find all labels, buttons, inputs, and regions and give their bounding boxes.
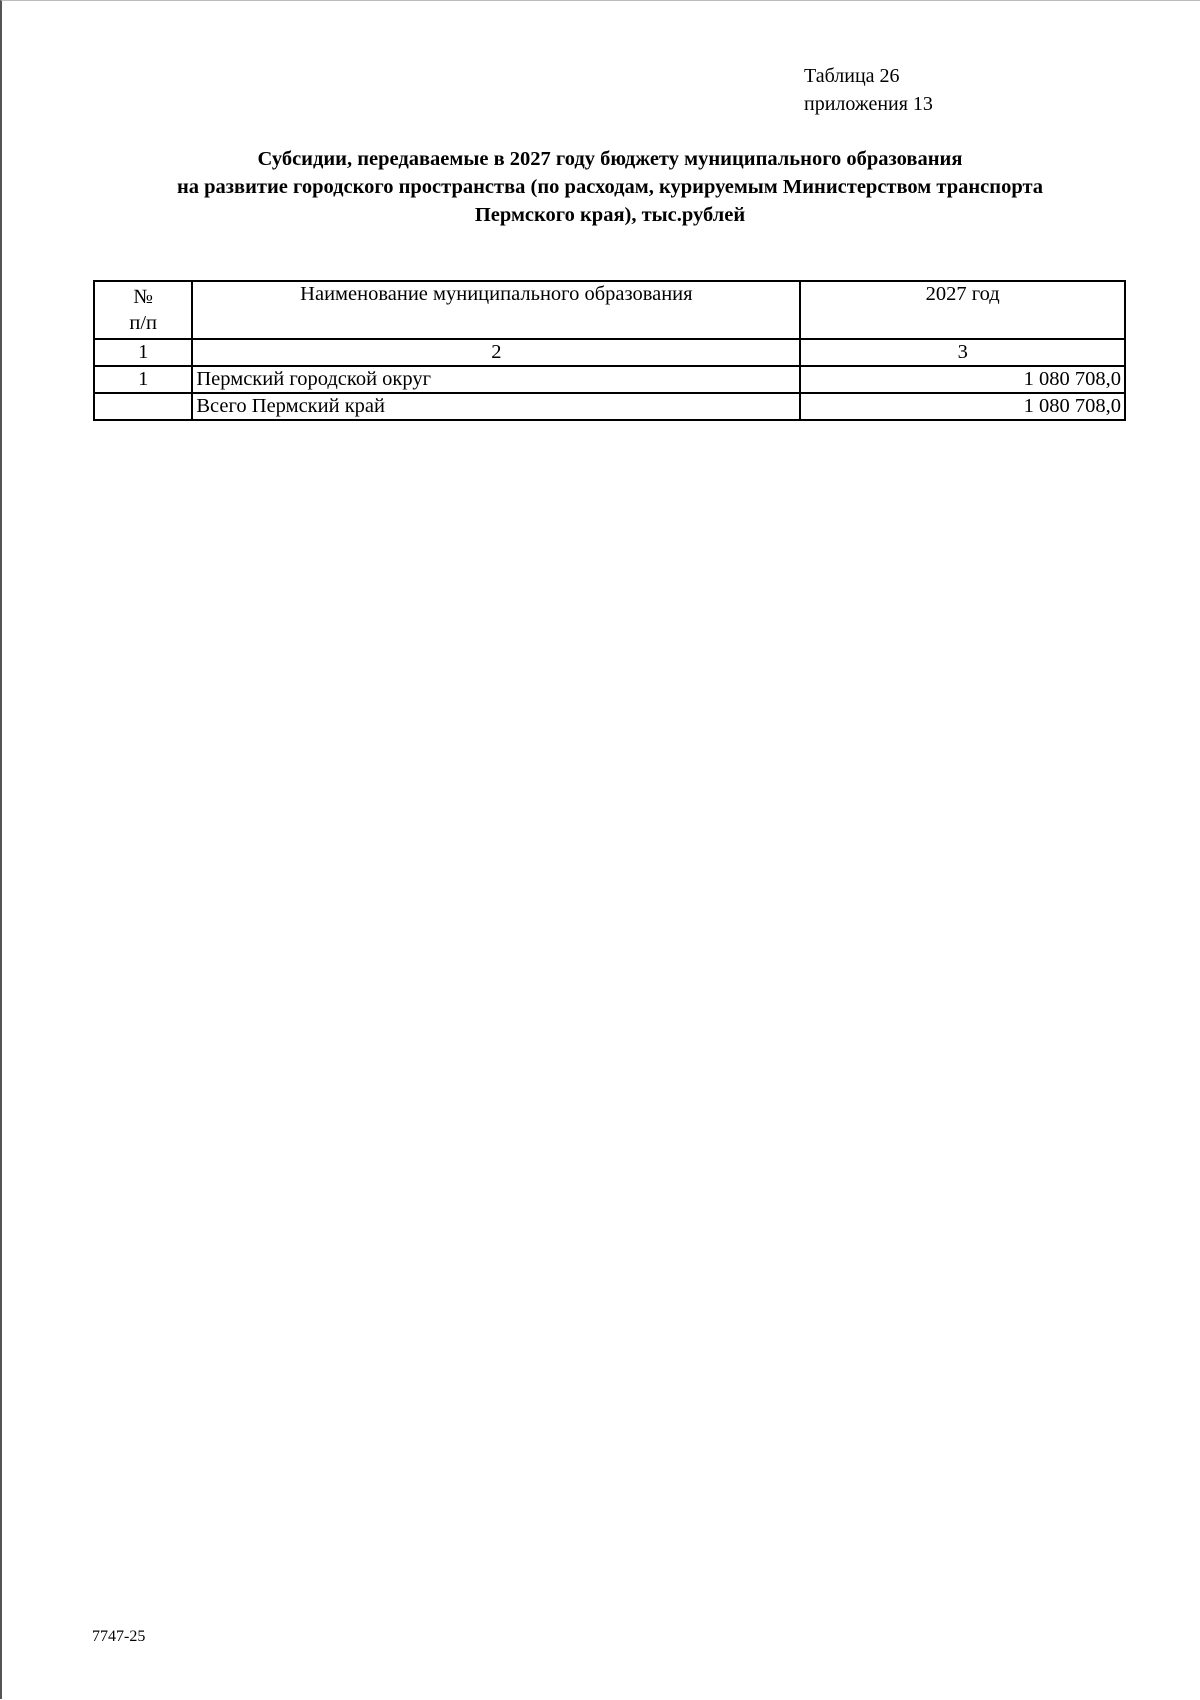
row-municipality: Пермский городской округ <box>192 366 800 393</box>
appendix-label: приложения 13 <box>804 93 933 115</box>
row-value: 1 080 708,0 <box>800 366 1125 393</box>
document-code: 7747-25 <box>92 1628 146 1645</box>
table-reference <box>804 62 933 118</box>
table-row <box>94 366 1125 393</box>
title-line-3: Пермского края), тыс.рублей <box>474 204 746 226</box>
table-number: Таблица 26 <box>804 65 900 87</box>
row-number: 1 <box>94 366 192 393</box>
header-year-cell: 2027 год <box>800 281 1125 339</box>
total-row-number <box>94 393 192 420</box>
column-index-3: 3 <box>800 339 1125 366</box>
column-index-row <box>94 339 1125 366</box>
total-row-label: Всего Пермский край <box>192 393 800 420</box>
total-row-value: 1 080 708,0 <box>800 393 1125 420</box>
table-header-row <box>94 281 1125 339</box>
title-line-2: на развитие городского пространства (по расходам, курируемым Министерством транспорта <box>176 176 1044 198</box>
header-number-symbol: № <box>133 286 153 308</box>
title-line-1: Субсидии, передаваемые в 2027 году бюджету муниципального образования <box>257 148 963 170</box>
header-number-cell <box>94 281 192 339</box>
document-title <box>120 145 1100 229</box>
column-index-1: 1 <box>94 339 192 366</box>
table-total-row <box>94 393 1125 420</box>
header-number-abbrev: п/п <box>129 312 157 334</box>
column-index-2: 2 <box>192 339 800 366</box>
subsidy-table <box>93 280 1126 421</box>
header-name-cell: Наименование муниципального образования <box>192 281 800 339</box>
